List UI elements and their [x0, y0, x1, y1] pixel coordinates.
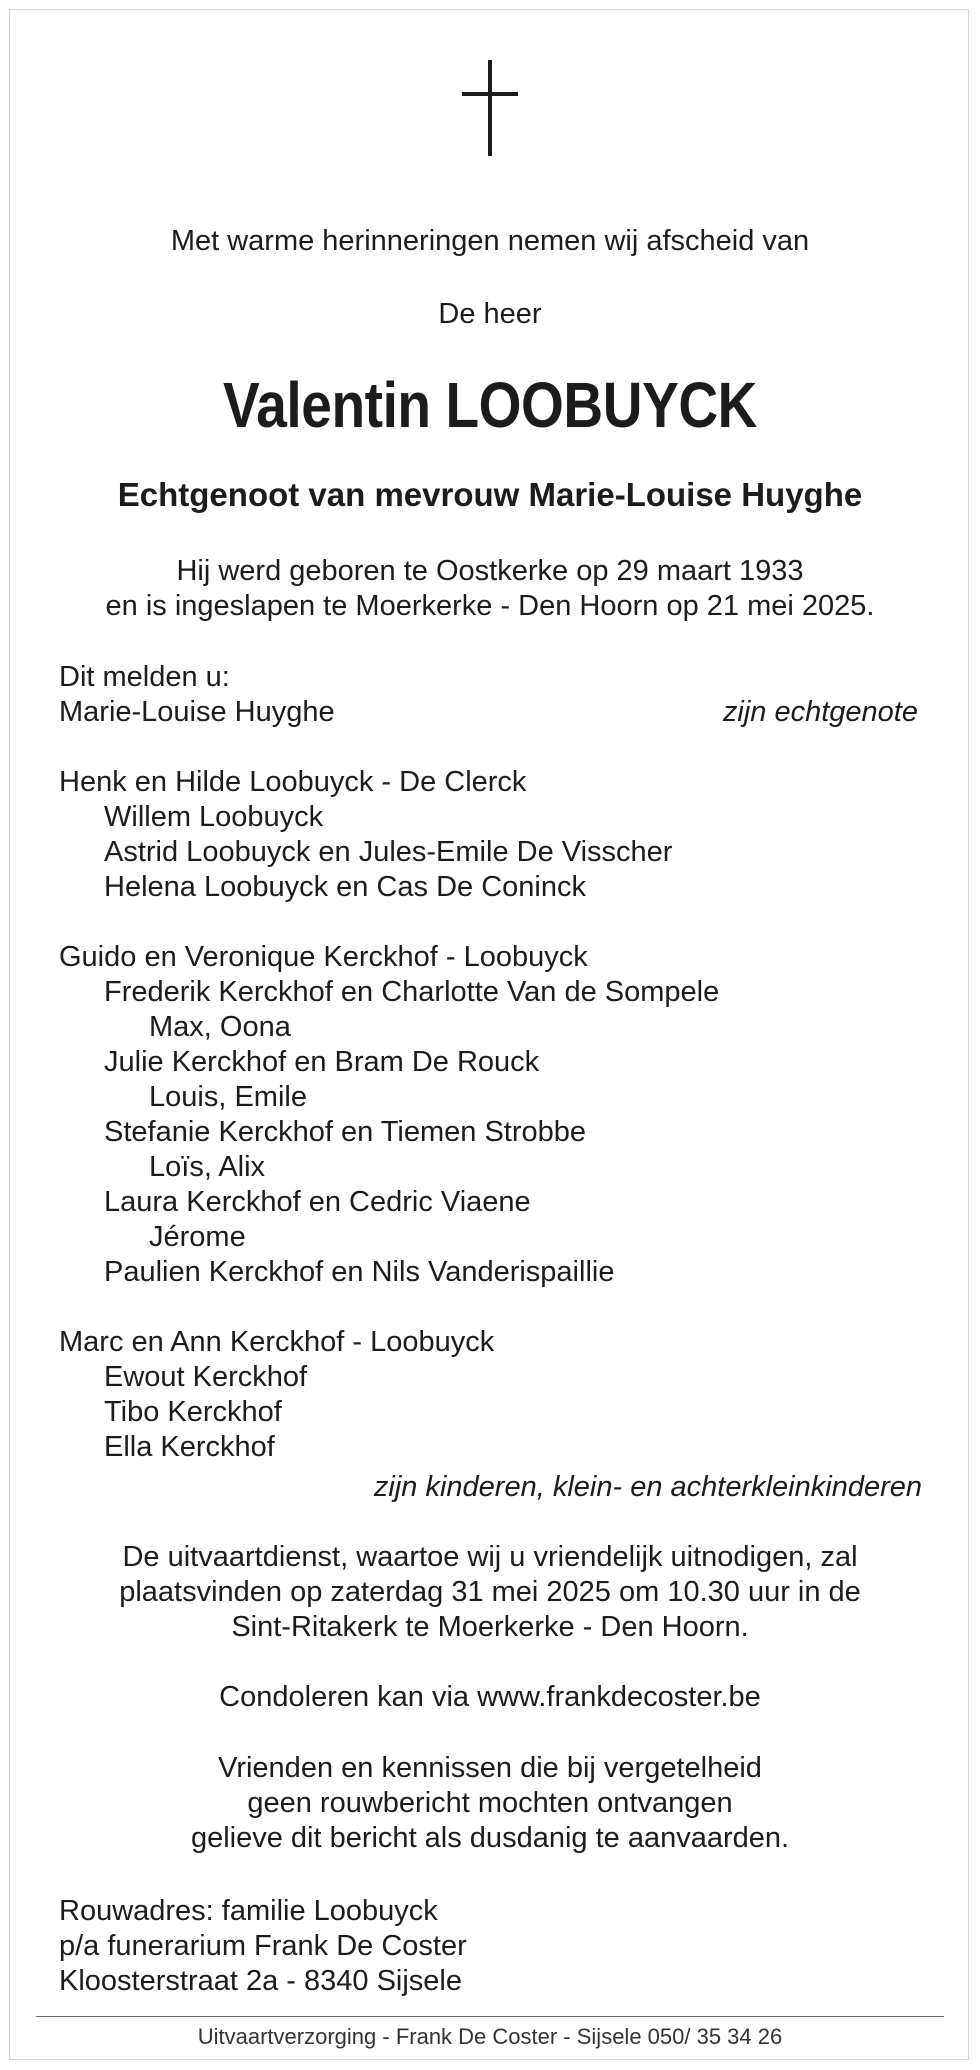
spouse-role: zijn echtgenote: [722, 696, 918, 728]
announce-block: [59, 660, 335, 730]
family-member: Helena Loobuyck en Cas De Coninck: [104, 871, 586, 903]
family-list: [59, 765, 719, 1465]
family-member: Julie Kerckhof en Bram De Rouck: [104, 1046, 540, 1078]
announce-label: Dit melden u:: [59, 661, 230, 693]
intro-text: Met warme herinneringen nemen wij afscheid van: [170, 225, 810, 257]
family-grandchildren: Loïs, Alix: [149, 1151, 266, 1183]
footer-text: Uitvaartverzorging - Frank De Coster - Sijsele 050/ 35 34 26: [197, 2024, 783, 2049]
notice-line-1: Vrienden en kennissen die bij vergetelheid: [218, 1752, 762, 1784]
family-member: Astrid Loobuyck en Jules-Emile De Visscher: [104, 836, 673, 868]
family-member: Ewout Kerckhof: [104, 1361, 308, 1393]
family-member: Laura Kerckhof en Cedric Viaene: [104, 1186, 531, 1218]
family-group-3-head: Marc en Ann Kerckhof - Loobuyck: [59, 1326, 495, 1358]
family-role: zijn kinderen, klein- en achterkleinkinderen: [373, 1471, 922, 1503]
family-member: Paulien Kerckhof en Nils Vanderispaillie: [104, 1256, 615, 1288]
birth-line: Hij werd geboren te Oostkerke op 29 maart 1933: [176, 555, 804, 587]
address-line-3: Kloosterstraat 2a - 8340 Sijsele: [59, 1965, 462, 1997]
family-member: Tibo Kerckhof: [104, 1396, 282, 1428]
family-grandchildren: Louis, Emile: [149, 1081, 307, 1113]
family-grandchildren: Jérome: [149, 1221, 246, 1253]
family-member: Frederik Kerckhof en Charlotte Van de Sompele: [104, 976, 720, 1008]
condolence-text: Condoleren kan via www.frankdecoster.be: [219, 1681, 761, 1713]
service-line-1: De uitvaartdienst, waartoe wij u vriendelijk uitnodigen, zal: [122, 1541, 858, 1573]
family-member: Stefanie Kerckhof en Tiemen Strobbe: [104, 1116, 587, 1148]
salutation: De heer: [438, 298, 542, 330]
family-member: Willem Loobuyck: [104, 801, 324, 833]
notice-line-2: geen rouwbericht mochten ontvangen: [247, 1787, 733, 1819]
address-line-1: Rouwadres: familie Loobuyck: [59, 1895, 438, 1927]
notice-line-3: gelieve dit bericht als dusdanig te aanvaarden.: [190, 1822, 790, 1854]
family-member: Ella Kerckhof: [104, 1431, 275, 1463]
family-group-2-head: Guido en Veronique Kerckhof - Loobuyck: [59, 941, 588, 973]
family-grandchildren: Max, Oona: [149, 1011, 291, 1043]
footer-divider: [36, 2016, 944, 2017]
family-group-1-head: Henk en Hilde Loobuyck - De Clerck: [59, 766, 527, 798]
address-block: [59, 1894, 467, 1999]
spouse-name: Marie-Louise Huyghe: [59, 696, 335, 728]
service-line-3: Sint-Ritakerk te Moerkerke - Den Hoorn.: [231, 1611, 749, 1643]
death-line: en is ingeslapen te Moerkerke - Den Hoorn op 21 mei 2025.: [105, 590, 875, 622]
deceased-name: Valentin LOOBUYCK: [223, 369, 757, 441]
spouse-line: Echtgenoot van mevrouw Marie-Louise Huyghe: [117, 476, 863, 513]
address-line-2: p/a funerarium Frank De Coster: [59, 1930, 467, 1962]
service-line-2: plaatsvinden op zaterdag 31 mei 2025 om 10.30 uur in de: [119, 1576, 861, 1608]
